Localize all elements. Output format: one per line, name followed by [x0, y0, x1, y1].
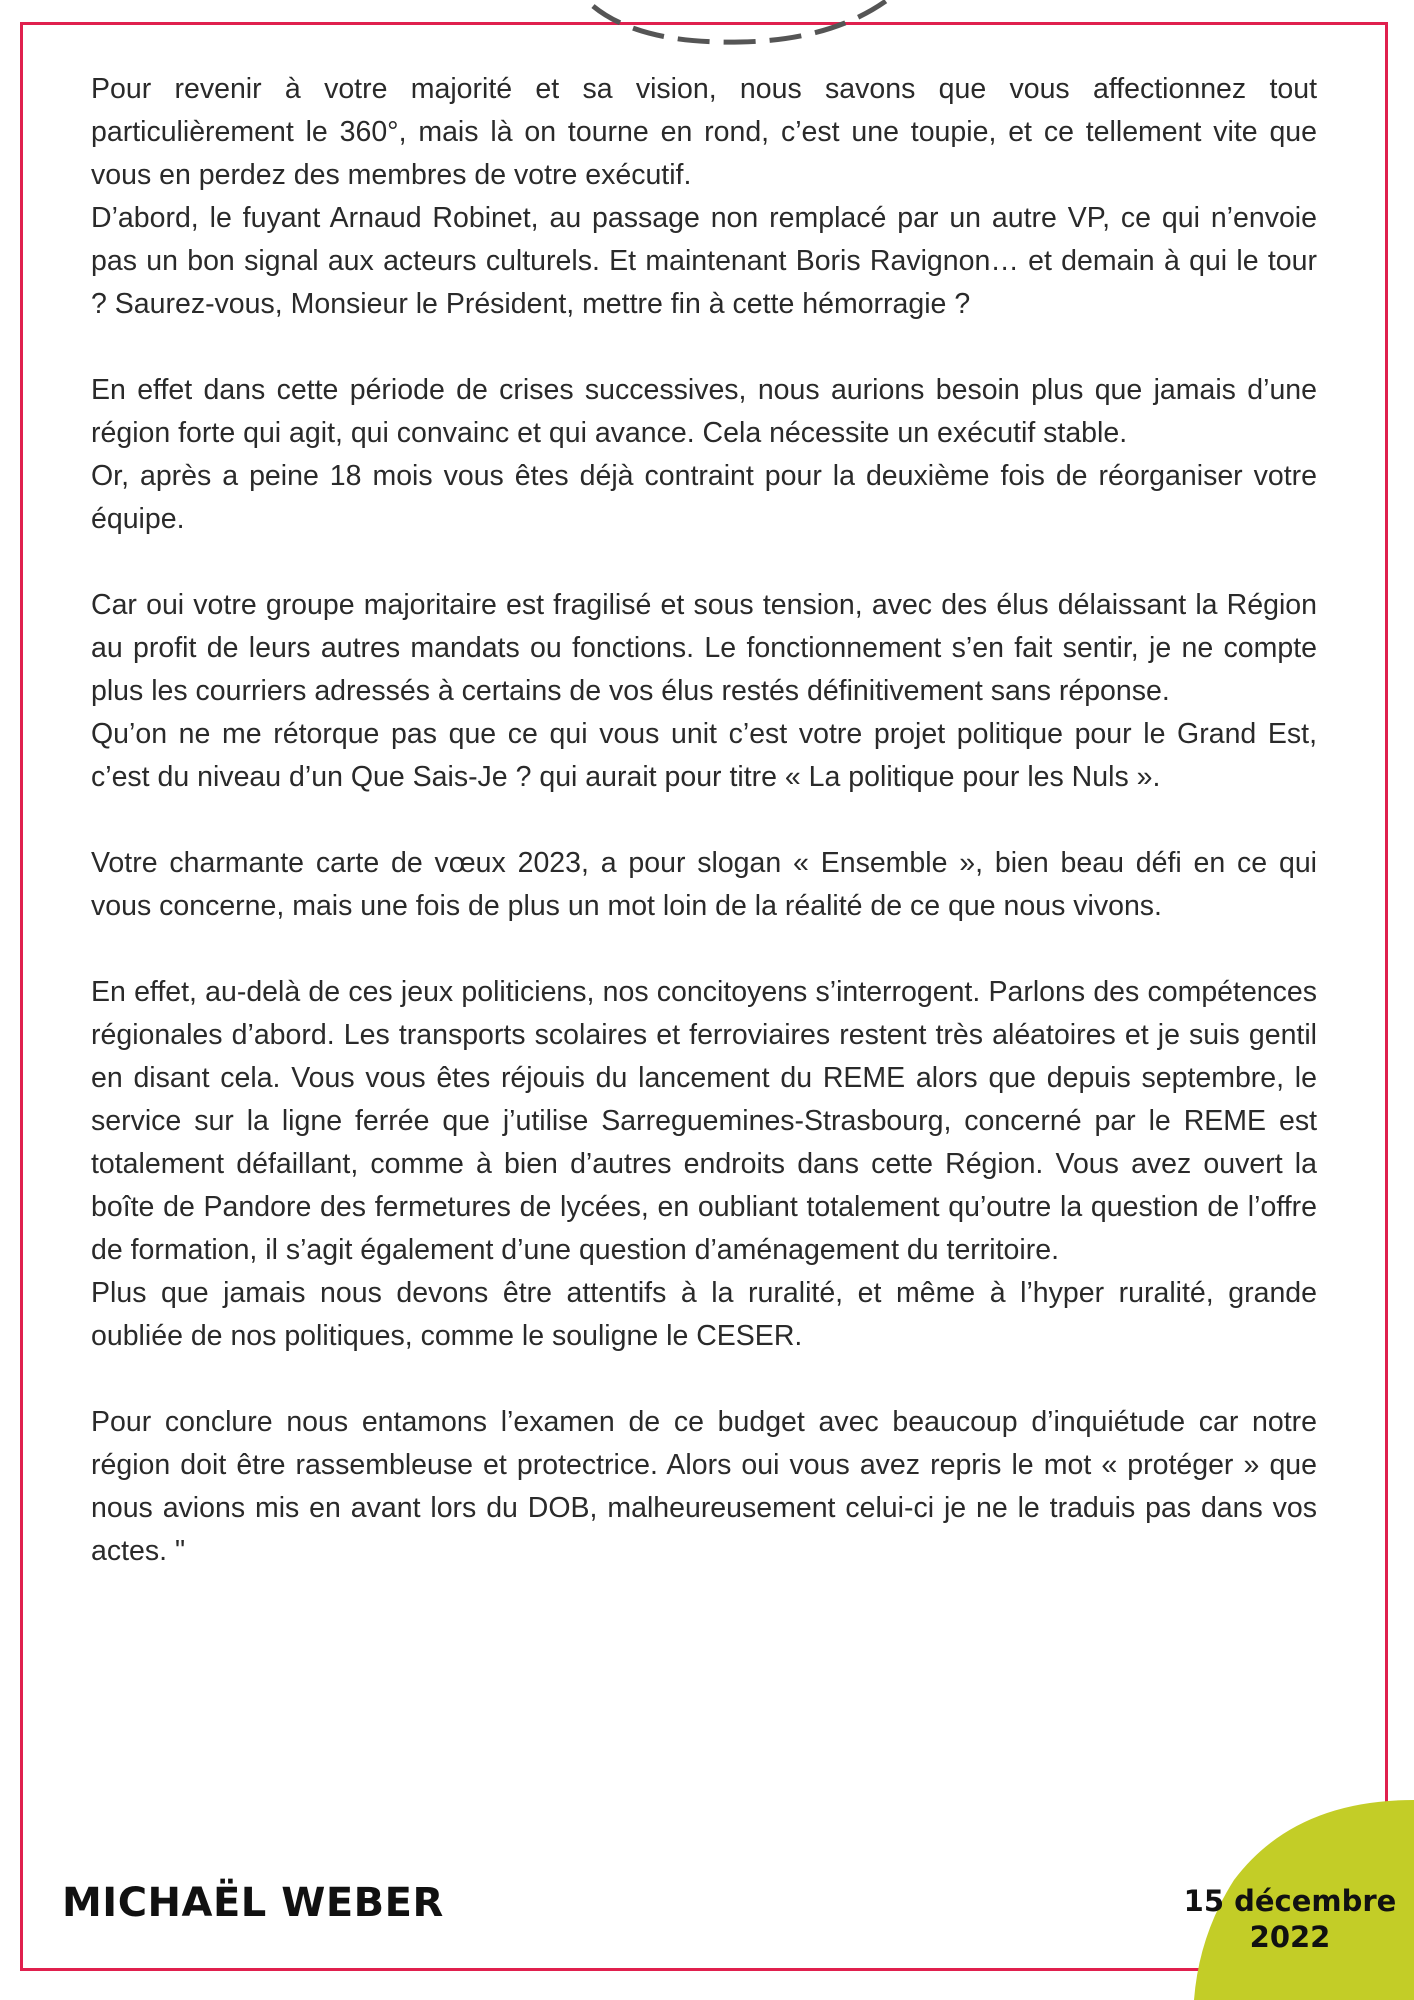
paragraph: Votre charmante carte de vœux 2023, a pour slogan « Ensemble », bien beau défi en ce qui vous concerne, mais une fois de plus un mot loin de la réalité de ce que nous vivons. [91, 847, 1317, 922]
paragraph: Pour conclure nous entamons l’examen de ce budget avec beaucoup d’inquiétude car notre région doit être rassembleuse et protectrice. Alors oui vous avez repris le mot « protéger » que nous avions mis en avant lors du DOB, malheureusement celui-ci je ne le traduis pas dans vos actes. " [91, 1406, 1317, 1567]
paragraph-spacer [91, 326, 1317, 369]
paragraph: Or, après a peine 18 mois vous êtes déjà contraint pour la deuxième fois de réorganiser votre équipe. [91, 460, 1317, 535]
paragraph: Car oui votre groupe majoritaire est fragilisé et sous tension, avec des élus délaissant la Région au profit de leurs autres mandats ou fonctions. Le fonctionnement s’en fait sentir, je ne compte plus les courriers adressés à certains de vos élus restés définitivement sans réponse. [91, 589, 1317, 707]
paragraph: D’abord, le fuyant Arnaud Robinet, au passage non remplacé par un autre VP, ce qui n’envoie pas un bon signal aux acteurs culturels. Et maintenant Boris Ravignon… et demain à qui le tour ? Saurez-vous, Monsieur le Président, mettre fin à cette hémorragie ? [91, 202, 1317, 320]
speech-body-text [91, 68, 1317, 1573]
date-year: 2022 [1249, 1920, 1331, 1954]
paragraph-spacer [91, 541, 1317, 584]
author-name: MICHAËL WEBER [62, 1880, 444, 1926]
date-label [1180, 1883, 1400, 1955]
paragraph: Pour revenir à votre majorité et sa vision, nous savons que vous affectionnez tout particulièrement le 360°, mais là on tourne en rond, c’est une toupie, et ce tellement vite que vous en perdez des membres de votre exécutif. [91, 73, 1317, 191]
paragraph-spacer [91, 1358, 1317, 1401]
paragraph-spacer [91, 799, 1317, 842]
paragraph: En effet dans cette période de crises successives, nous aurions besoin plus que jamais d’une région forte qui agit, qui convainc et qui avance. Cela nécessite un exécutif stable. [91, 374, 1317, 449]
paragraph: Plus que jamais nous devons être attentifs à la ruralité, et même à l’hyper ruralité, grande oubliée de nos politiques, comme le souligne le CESER. [91, 1277, 1317, 1352]
dashed-arc [565, 0, 920, 42]
paragraph: Qu’on ne me rétorque pas que ce qui vous unit c’est votre projet politique pour le Grand Est, c’est du niveau d’un Que Sais-Je ? qui aurait pour titre « La politique pour les Nuls ». [91, 718, 1317, 793]
dashed-circle-ornament [540, 0, 940, 50]
paragraph: En effet, au-delà de ces jeux politiciens, nos concitoyens s’interrogent. Parlons des compétences régionales d’abord. Les transports scolaires et ferroviaires restent très aléatoires et je suis gentil en disant cela. Vous vous êtes réjouis du lancement du REME alors que depuis septembre, le service sur la ligne ferrée que j’utilise Sarreguemines-Strasbourg, concerné par le REME est totalement défaillant, comme à bien d’autres endroits dans cette Région. Vous avez ouvert la boîte de Pandore des fermetures de lycées, en oubliant totalement qu’outre la question de l’offre de formation, il s’agit également d’une question d’aménagement du territoire. [91, 976, 1317, 1266]
paragraph-spacer [91, 928, 1317, 971]
date-day-month: 15 décembre [1183, 1884, 1397, 1918]
